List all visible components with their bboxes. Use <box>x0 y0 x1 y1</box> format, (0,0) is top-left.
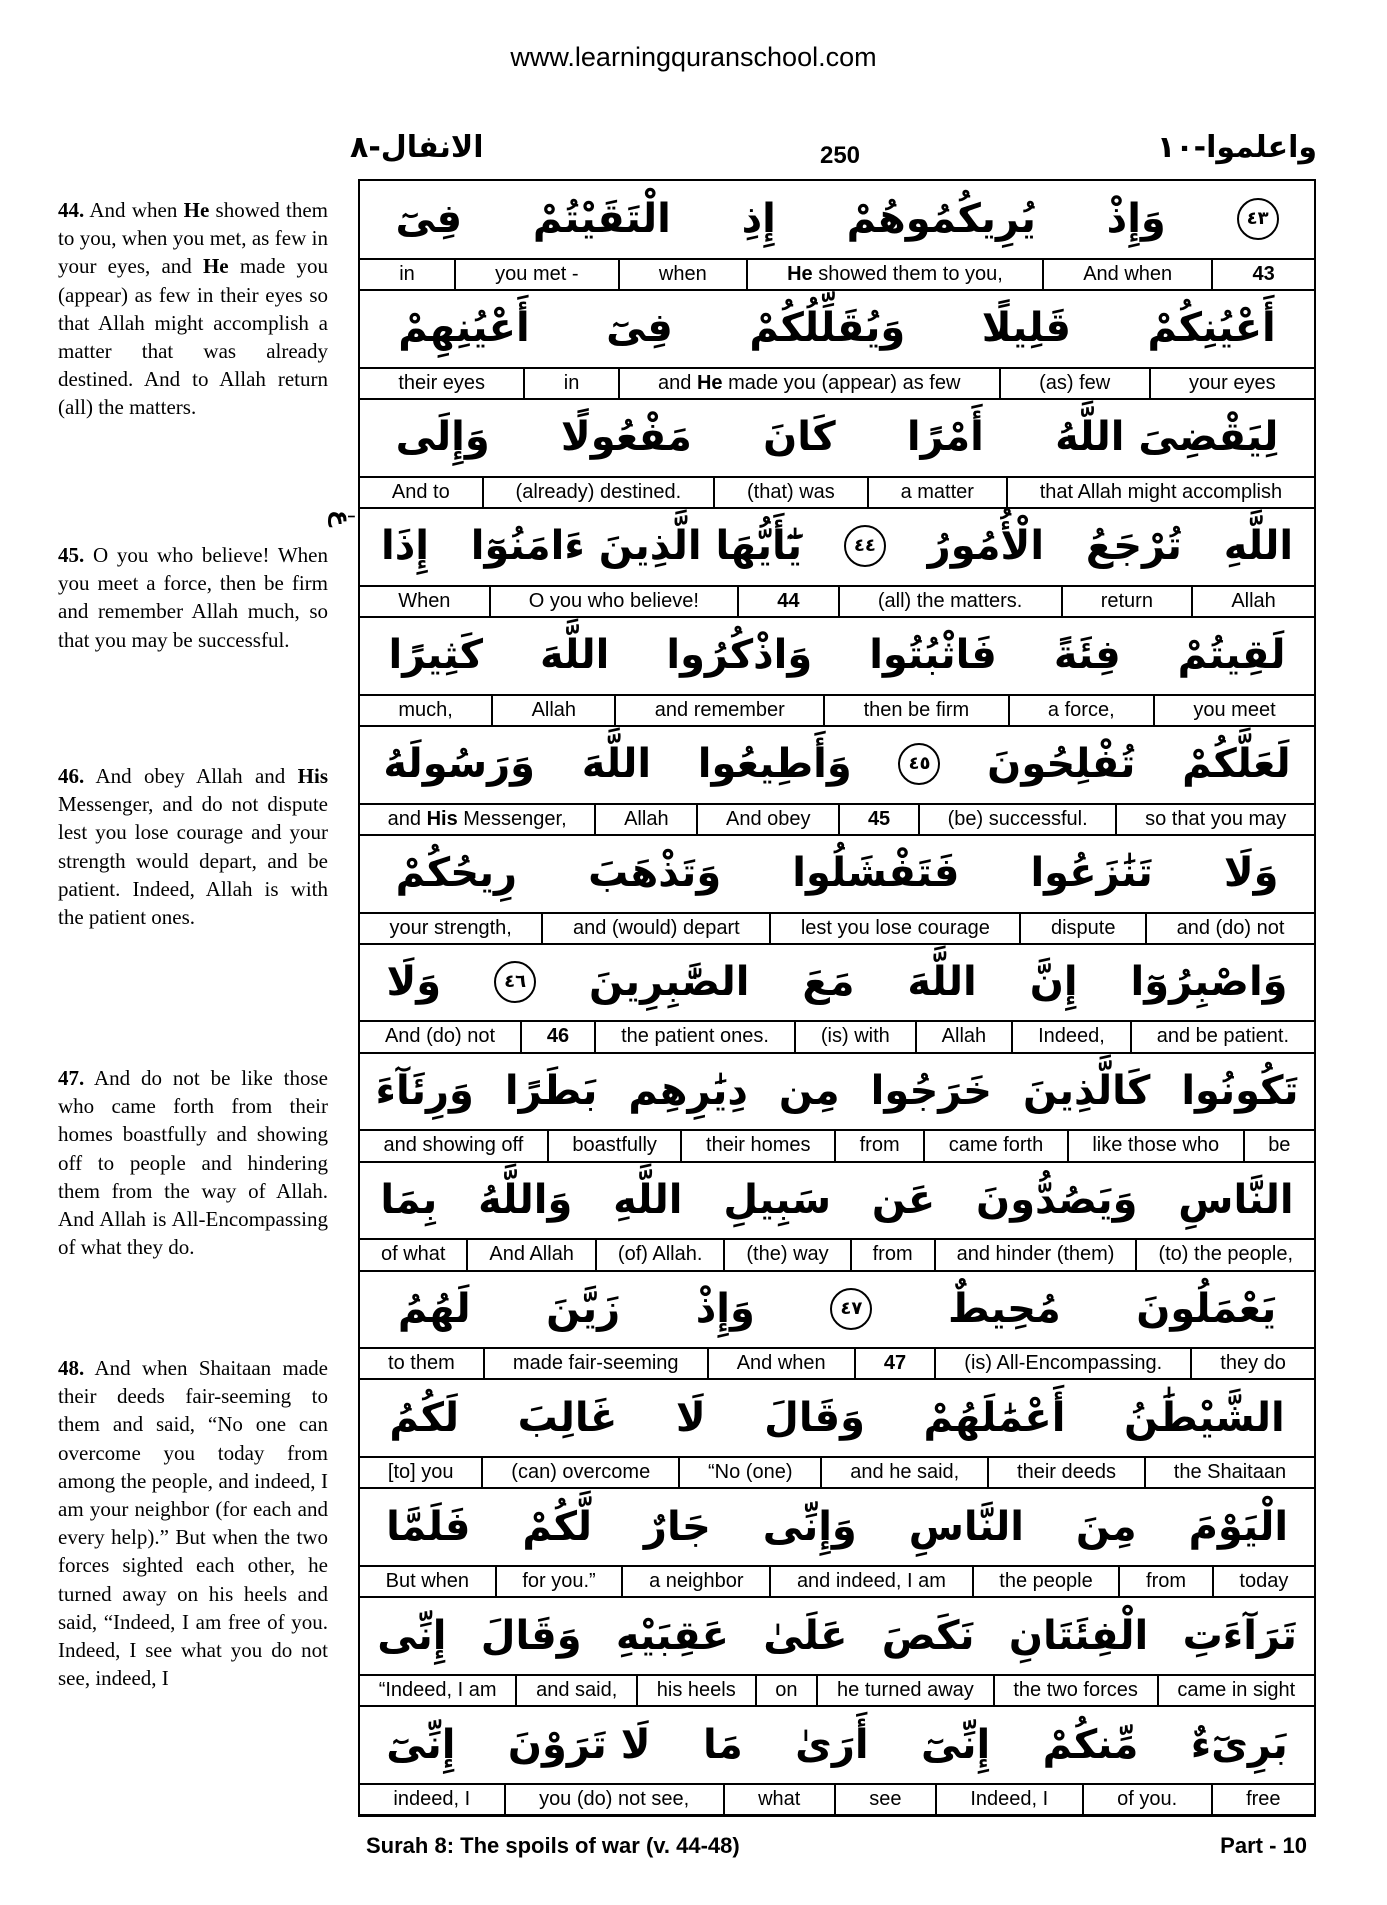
gloss-cell: the Shaitaan <box>1144 1458 1314 1487</box>
word-row <box>360 399 1314 508</box>
page-number: 250 <box>819 142 861 169</box>
gloss-cell: and showing off <box>383 1134 524 1157</box>
gloss-line <box>360 1783 1314 1816</box>
arabic-word: وَتَذْهَبَ <box>588 850 722 897</box>
gloss-cell: He showed them to you, <box>746 260 1042 289</box>
arabic-word: بَطَرًا <box>504 1067 598 1114</box>
gloss-line <box>360 1674 1314 1707</box>
arabic-word: وَاذْكُرُوا <box>666 632 813 679</box>
gloss-cell: But when <box>385 1570 470 1593</box>
gloss-line <box>360 585 1314 618</box>
arabic-line <box>360 1379 1314 1456</box>
gloss-cell: Allah <box>915 1022 1011 1051</box>
arabic-line <box>360 1597 1314 1674</box>
arabic-word: أَعْيُنِهِمْ <box>398 305 530 352</box>
gloss-cell: indeed, I <box>393 1787 471 1810</box>
gloss-cell: came forth <box>923 1131 1067 1160</box>
arabic-line <box>360 1052 1314 1129</box>
gloss-cell: you meet <box>1153 696 1314 725</box>
gloss-line <box>360 1456 1314 1489</box>
gloss-cell: And (do) not <box>384 1025 496 1048</box>
gloss-line <box>360 912 1314 945</box>
word-row <box>360 944 1314 1053</box>
gloss-cell: (be) successful. <box>918 805 1115 834</box>
arabic-word: الشَّيْطَٰنُ <box>1124 1394 1285 1441</box>
arabic-word: زَيَّنَ <box>546 1285 621 1332</box>
gloss-cell: “Indeed, I am <box>378 1679 497 1702</box>
gloss-line <box>360 1347 1314 1380</box>
verse-text: And obey Allah and His Messenger, and do not dispute lest you lose courage and your strength would depart, and be patient. Indeed, Allah is with the patient ones. <box>58 764 328 930</box>
gloss-cell: much, <box>398 698 453 721</box>
gloss-cell: you (do) not see, <box>504 1785 723 1814</box>
gloss-cell: and said, <box>515 1676 636 1705</box>
gloss-cell: and hinder (them) <box>934 1240 1136 1269</box>
arabic-word: أَعْمَٰلَهُمْ <box>923 1394 1066 1441</box>
gloss-cell: and indeed, I am <box>769 1567 971 1596</box>
arabic-word: مِّنكُمْ <box>1042 1721 1139 1768</box>
arabic-word: لَا تَرَوْنَ <box>507 1721 651 1768</box>
gloss-cell: And to <box>391 480 450 503</box>
arabic-line <box>360 290 1314 367</box>
gloss-cell: Indeed, <box>1011 1022 1130 1051</box>
arabic-word: عَقِبَيْهِ <box>615 1612 729 1659</box>
arabic-word: الْيَوْمَ <box>1188 1503 1289 1550</box>
arabic-word: النَّاسِ <box>1178 1176 1294 1223</box>
arabic-word: تُفْلِحُونَ <box>987 741 1136 788</box>
arabic-word: يَعْمَلُونَ <box>1136 1285 1277 1332</box>
gloss-cell: (the) way <box>723 1240 849 1269</box>
verse-number: 48. <box>58 1356 85 1380</box>
gloss-cell: your strength, <box>389 916 512 939</box>
arabic-word: قَلِيلًا <box>981 305 1071 352</box>
gloss-cell: like those who <box>1067 1131 1243 1160</box>
gloss-cell: came in sight <box>1157 1676 1314 1705</box>
gloss-cell: return <box>1061 587 1192 616</box>
arabic-word: وَإِذْ <box>695 1285 755 1332</box>
arabic-word: اللَّهَ <box>907 958 977 1005</box>
gloss-cell: today <box>1212 1567 1314 1596</box>
gloss-cell: their homes <box>680 1131 834 1160</box>
arabic-word: وَاصْبِرُوٓا <box>1130 958 1288 1005</box>
arabic-line <box>360 181 1314 258</box>
arabic-word: فِئَةً <box>1053 632 1121 679</box>
gloss-cell: When <box>398 589 451 612</box>
gloss-line <box>360 367 1314 400</box>
word-row <box>360 508 1314 617</box>
gloss-line <box>360 1129 1314 1162</box>
arabic-word: اللَّهَ <box>581 741 652 788</box>
gloss-cell: a matter <box>867 478 1006 507</box>
arabic-word: كَالَّذِينَ <box>1022 1067 1151 1114</box>
verse-translation-44 <box>58 196 328 422</box>
gloss-cell: [to] you <box>387 1461 454 1484</box>
gloss-cell: be <box>1243 1131 1314 1160</box>
arabic-word: فِىٓ <box>606 305 673 352</box>
verse-translation-45 <box>58 541 328 654</box>
arabic-line <box>360 944 1314 1021</box>
gloss-cell: And when <box>707 1349 854 1378</box>
arabic-word: وَاللَّهُ <box>478 1176 573 1223</box>
arabic-word: جَارٌ <box>643 1503 711 1550</box>
gloss-cell: (all) the matters. <box>838 587 1061 616</box>
arabic-word: سَبِيلِ <box>723 1176 832 1223</box>
gloss-cell: (is) All-Encompassing. <box>934 1349 1190 1378</box>
arabic-word: الْفِئَتَانِ <box>1008 1612 1149 1659</box>
gloss-cell: on <box>755 1676 817 1705</box>
gloss-cell: Allah <box>491 696 614 725</box>
arabic-line <box>360 726 1314 803</box>
arabic-word: وَيُقَلِّلُكُمْ <box>749 305 906 352</box>
gloss-cell: Indeed, I <box>935 1785 1082 1814</box>
gloss-line <box>360 1565 1314 1598</box>
gloss-cell: then be firm <box>823 696 1007 725</box>
gloss-cell: a force, <box>1008 696 1153 725</box>
gloss-cell: and (do) not <box>1145 914 1314 943</box>
arabic-word: عَلَىٰ <box>763 1612 848 1659</box>
gloss-cell: (to) the people, <box>1135 1240 1314 1269</box>
verse-text: And when Shaitaan made their deeds fair-seeming to them and said, “No one can overcome you today from among the people, and indeed, I am your neighbor (for each and every help).” But when the two forces sighted each other, he turned away on his heels and said, “Indeed, I am free of you. Indeed, I see what you do not see, indeed, I <box>58 1356 328 1691</box>
arabic-word: تُرْجَعُ <box>1085 523 1182 570</box>
arabic-word: لَعَلَّكُمْ <box>1182 741 1291 788</box>
gloss-cell: of you. <box>1082 1785 1211 1814</box>
arabic-word: الصَّٰبِرِينَ <box>589 958 750 1005</box>
gloss-cell: And Allah <box>466 1240 595 1269</box>
gloss-cell: (as) few <box>999 369 1149 398</box>
arabic-word: دِيَٰرِهِم <box>628 1067 748 1114</box>
arabic-line <box>360 508 1314 585</box>
gloss-cell: lest you lose courage <box>769 914 1019 943</box>
gloss-cell: in <box>523 369 617 398</box>
arabic-word: فِىٓ <box>395 196 463 243</box>
arabic-line <box>360 399 1314 476</box>
ayah-number-marker: ٤٣ <box>1237 198 1279 240</box>
arabic-word: الْتَقَيْتُمْ <box>532 196 671 243</box>
gloss-cell: he turned away <box>816 1676 992 1705</box>
verse-text: And do not be like those who came forth from their homes boastfully and showing off to people and hindering them from the way of Allah. And Allah is All-Encompassing of what they do. <box>58 1066 328 1260</box>
arabic-word: بِمَا <box>380 1176 438 1223</box>
arabic-word: وَلَا <box>386 958 442 1005</box>
verse-translation-47 <box>58 1064 328 1261</box>
gloss-cell: you met - <box>454 260 618 289</box>
arabic-word: إِنَّ <box>1029 958 1078 1005</box>
footer-surah-title: Surah 8: The spoils of war (v. 44-48) <box>366 1833 740 1858</box>
arabic-word: بَرِىٓءٌ <box>1190 1721 1288 1768</box>
gloss-cell: (that) was <box>713 478 867 507</box>
arabic-word: فَاثْبُتُوا <box>869 632 997 679</box>
gloss-cell: Allah <box>1191 587 1314 616</box>
arabic-line <box>360 835 1314 912</box>
arabic-word: يَٰٓأَيُّهَا الَّذِينَ ءَامَنُوٓا <box>470 523 803 570</box>
gloss-cell: (is) with <box>794 1022 915 1051</box>
gloss-cell: And obey <box>696 805 838 834</box>
verse-number: 44. <box>58 198 85 222</box>
gloss-cell: O you who believe! <box>489 587 737 616</box>
verse-number: 47. <box>58 1066 85 1090</box>
header-juz-name: واعلموا-١٠ <box>1157 130 1317 165</box>
arabic-word: لِيَقْضِىَ اللَّهُ <box>1055 414 1279 461</box>
arabic-word: أَمْرًا <box>906 414 984 461</box>
arabic-word: خَرَجُوا <box>870 1067 992 1114</box>
gloss-cell: of what <box>380 1243 446 1266</box>
word-row <box>360 835 1314 944</box>
gloss-cell: 44 <box>737 587 838 616</box>
word-row <box>360 1052 1314 1161</box>
word-row <box>360 1379 1314 1488</box>
ruku-mark: عٰ <box>328 510 356 527</box>
header-surah-name: الانفال-٨ <box>350 130 484 165</box>
gloss-cell: they do <box>1190 1349 1314 1378</box>
verse-translation-48 <box>58 1354 328 1692</box>
gloss-cell: their eyes <box>398 371 486 394</box>
arabic-word: مَا <box>702 1721 743 1768</box>
verse-text: O you who believe! When you meet a force, then be firm and remember Allah much, so that you may be successful. <box>58 543 328 652</box>
arabic-word: اللَّهَ <box>540 632 610 679</box>
arabic-word: كَثِيرًا <box>388 632 484 679</box>
arabic-word: تَكُونُوا <box>1181 1067 1299 1114</box>
arabic-word: اللَّهِ <box>1223 523 1294 570</box>
gloss-cell: that Allah might accomplish <box>1006 478 1314 507</box>
gloss-cell: from <box>850 1240 934 1269</box>
verse-number: 45. <box>58 543 85 567</box>
gloss-cell: made fair-seeming <box>483 1349 707 1378</box>
arabic-word: لَقِيتُمْ <box>1177 632 1286 679</box>
ayah-number-marker: ٤٦ <box>494 961 536 1003</box>
gloss-cell: what <box>723 1785 834 1814</box>
gloss-line <box>360 1238 1314 1271</box>
word-row <box>360 1488 1314 1597</box>
arabic-line <box>360 617 1314 694</box>
arabic-word: فَلَمَّا <box>386 1503 471 1550</box>
ayah-number-marker: ٤٤ <box>844 525 886 567</box>
arabic-word: وَإِذْ <box>1106 196 1166 243</box>
gloss-cell: 45 <box>838 805 918 834</box>
gloss-line <box>360 258 1314 291</box>
arabic-word: مُحِيطٌ <box>947 1285 1061 1332</box>
gloss-line <box>360 694 1314 727</box>
word-by-word-panel <box>358 179 1316 1817</box>
arabic-word: إِنِّىٓ <box>921 1721 991 1768</box>
gloss-cell: 47 <box>854 1349 934 1378</box>
arabic-word: وَأَطِيعُوا <box>697 741 852 788</box>
gloss-cell: from <box>834 1131 923 1160</box>
gloss-cell: boastfully <box>547 1131 681 1160</box>
arabic-word: فَتَفْشَلُوا <box>792 850 960 897</box>
arabic-word: مَفْعُولًا <box>560 414 692 461</box>
arabic-word: غَالِبَ <box>517 1394 618 1441</box>
arabic-word: يُرِيكُمُوهُمْ <box>846 196 1036 243</box>
word-row <box>360 1597 1314 1706</box>
gloss-cell: and he said, <box>820 1458 987 1487</box>
gloss-cell: and His Messenger, <box>387 807 567 830</box>
gloss-line <box>360 1020 1314 1053</box>
arabic-line <box>360 1270 1314 1347</box>
gloss-cell: (of) Allah. <box>595 1240 723 1269</box>
arabic-word: عَن <box>871 1176 936 1223</box>
gloss-cell: 43 <box>1211 260 1314 289</box>
footer-part: Part - 10 <box>1220 1833 1307 1858</box>
gloss-cell: And when <box>1042 260 1211 289</box>
gloss-cell: dispute <box>1019 914 1145 943</box>
arabic-word: أَرَىٰ <box>795 1721 869 1768</box>
gloss-cell: see <box>834 1785 935 1814</box>
word-row <box>360 1706 1314 1815</box>
arabic-word: وَرِئَآءَ <box>375 1067 474 1114</box>
arabic-word: وَإِنِّى <box>762 1503 857 1550</box>
arabic-word: إِنِّى <box>377 1612 447 1659</box>
arabic-word: نَكَصَ <box>881 1612 975 1659</box>
gloss-cell: from <box>1118 1567 1211 1596</box>
gloss-cell: a neighbor <box>621 1567 769 1596</box>
gloss-line <box>360 476 1314 509</box>
word-row <box>360 290 1314 399</box>
arabic-word: وَقَالَ <box>480 1612 582 1659</box>
arabic-word: إِنِّىٓ <box>386 1721 456 1768</box>
gloss-cell: so that you may <box>1115 805 1314 834</box>
word-row <box>360 181 1314 290</box>
arabic-word: إِذَا <box>381 523 429 570</box>
gloss-cell: in <box>399 262 415 285</box>
gloss-cell: the people <box>972 1567 1119 1596</box>
word-row <box>360 617 1314 726</box>
gloss-cell: your eyes <box>1149 369 1314 398</box>
arabic-word: اللَّهِ <box>613 1176 683 1223</box>
arabic-word: وَقَالَ <box>764 1394 865 1441</box>
arabic-word: لَهُمُ <box>397 1285 471 1332</box>
arabic-word: كَانَ <box>763 414 836 461</box>
gloss-cell: for you.” <box>495 1567 622 1596</box>
arabic-word: وَلَا <box>1223 850 1279 897</box>
gloss-cell: their deeds <box>987 1458 1144 1487</box>
arabic-word: لَكُمُ <box>389 1394 460 1441</box>
arabic-word: النَّاسِ <box>908 1503 1024 1550</box>
arabic-word: تَرَآءَتِ <box>1182 1612 1297 1659</box>
word-row <box>360 1270 1314 1379</box>
arabic-word: أَعْيُنِكُمْ <box>1147 305 1276 352</box>
gloss-cell: when <box>618 260 746 289</box>
gloss-cell: the patient ones. <box>594 1022 794 1051</box>
gloss-cell: (can) overcome <box>481 1458 678 1487</box>
arabic-word: مَعَ <box>802 958 855 1005</box>
arabic-word: مِن <box>778 1067 840 1114</box>
gloss-cell: and He made you (appear) as few <box>618 369 999 398</box>
arabic-line <box>360 1488 1314 1565</box>
gloss-cell: his heels <box>636 1676 754 1705</box>
gloss-cell: and remember <box>614 696 823 725</box>
gloss-line <box>360 803 1314 836</box>
arabic-word: تَنَٰزَعُوا <box>1030 850 1153 897</box>
arabic-word: لَا <box>675 1394 706 1441</box>
ayah-number-marker: ٤٥ <box>898 743 940 785</box>
arabic-line <box>360 1706 1314 1783</box>
gloss-cell: Allah <box>594 805 696 834</box>
gloss-cell: the two forces <box>993 1676 1157 1705</box>
arabic-word: وَيَصُدُّونَ <box>976 1176 1138 1223</box>
word-row <box>360 1161 1314 1270</box>
gloss-cell: to them <box>388 1352 455 1375</box>
gloss-cell: and (would) depart <box>541 914 769 943</box>
gloss-cell: 46 <box>520 1022 594 1051</box>
arabic-word: رِيحُكُمْ <box>395 850 518 897</box>
arabic-word: وَرَسُولَهُ <box>383 741 536 788</box>
arabic-word: الْأُمُورُ <box>927 523 1045 570</box>
site-url: www.learningquranschool.com <box>510 42 877 72</box>
arabic-word: إِذِ <box>741 196 776 243</box>
arabic-word: لَّكُمْ <box>522 1503 592 1550</box>
word-row <box>360 726 1314 835</box>
gloss-cell: free <box>1211 1785 1314 1814</box>
gloss-cell: “No (one) <box>678 1458 820 1487</box>
gloss-cell: (already) destined. <box>482 478 713 507</box>
gloss-cell: and be patient. <box>1130 1022 1314 1051</box>
ayah-number-marker: ٤٧ <box>830 1288 872 1330</box>
arabic-word: مِنَ <box>1075 1503 1137 1550</box>
verse-number: 46. <box>58 764 85 788</box>
verse-translation-46 <box>58 762 328 931</box>
verse-text: And when He showed them to you, when you met, as few in your eyes, and He made you (appear) as few in their eyes so that Allah might accomplish a matter that was already destined. And to Allah return (all) the matters. <box>58 198 328 420</box>
arabic-line <box>360 1161 1314 1238</box>
arabic-word: وَإِلَى <box>395 414 490 461</box>
